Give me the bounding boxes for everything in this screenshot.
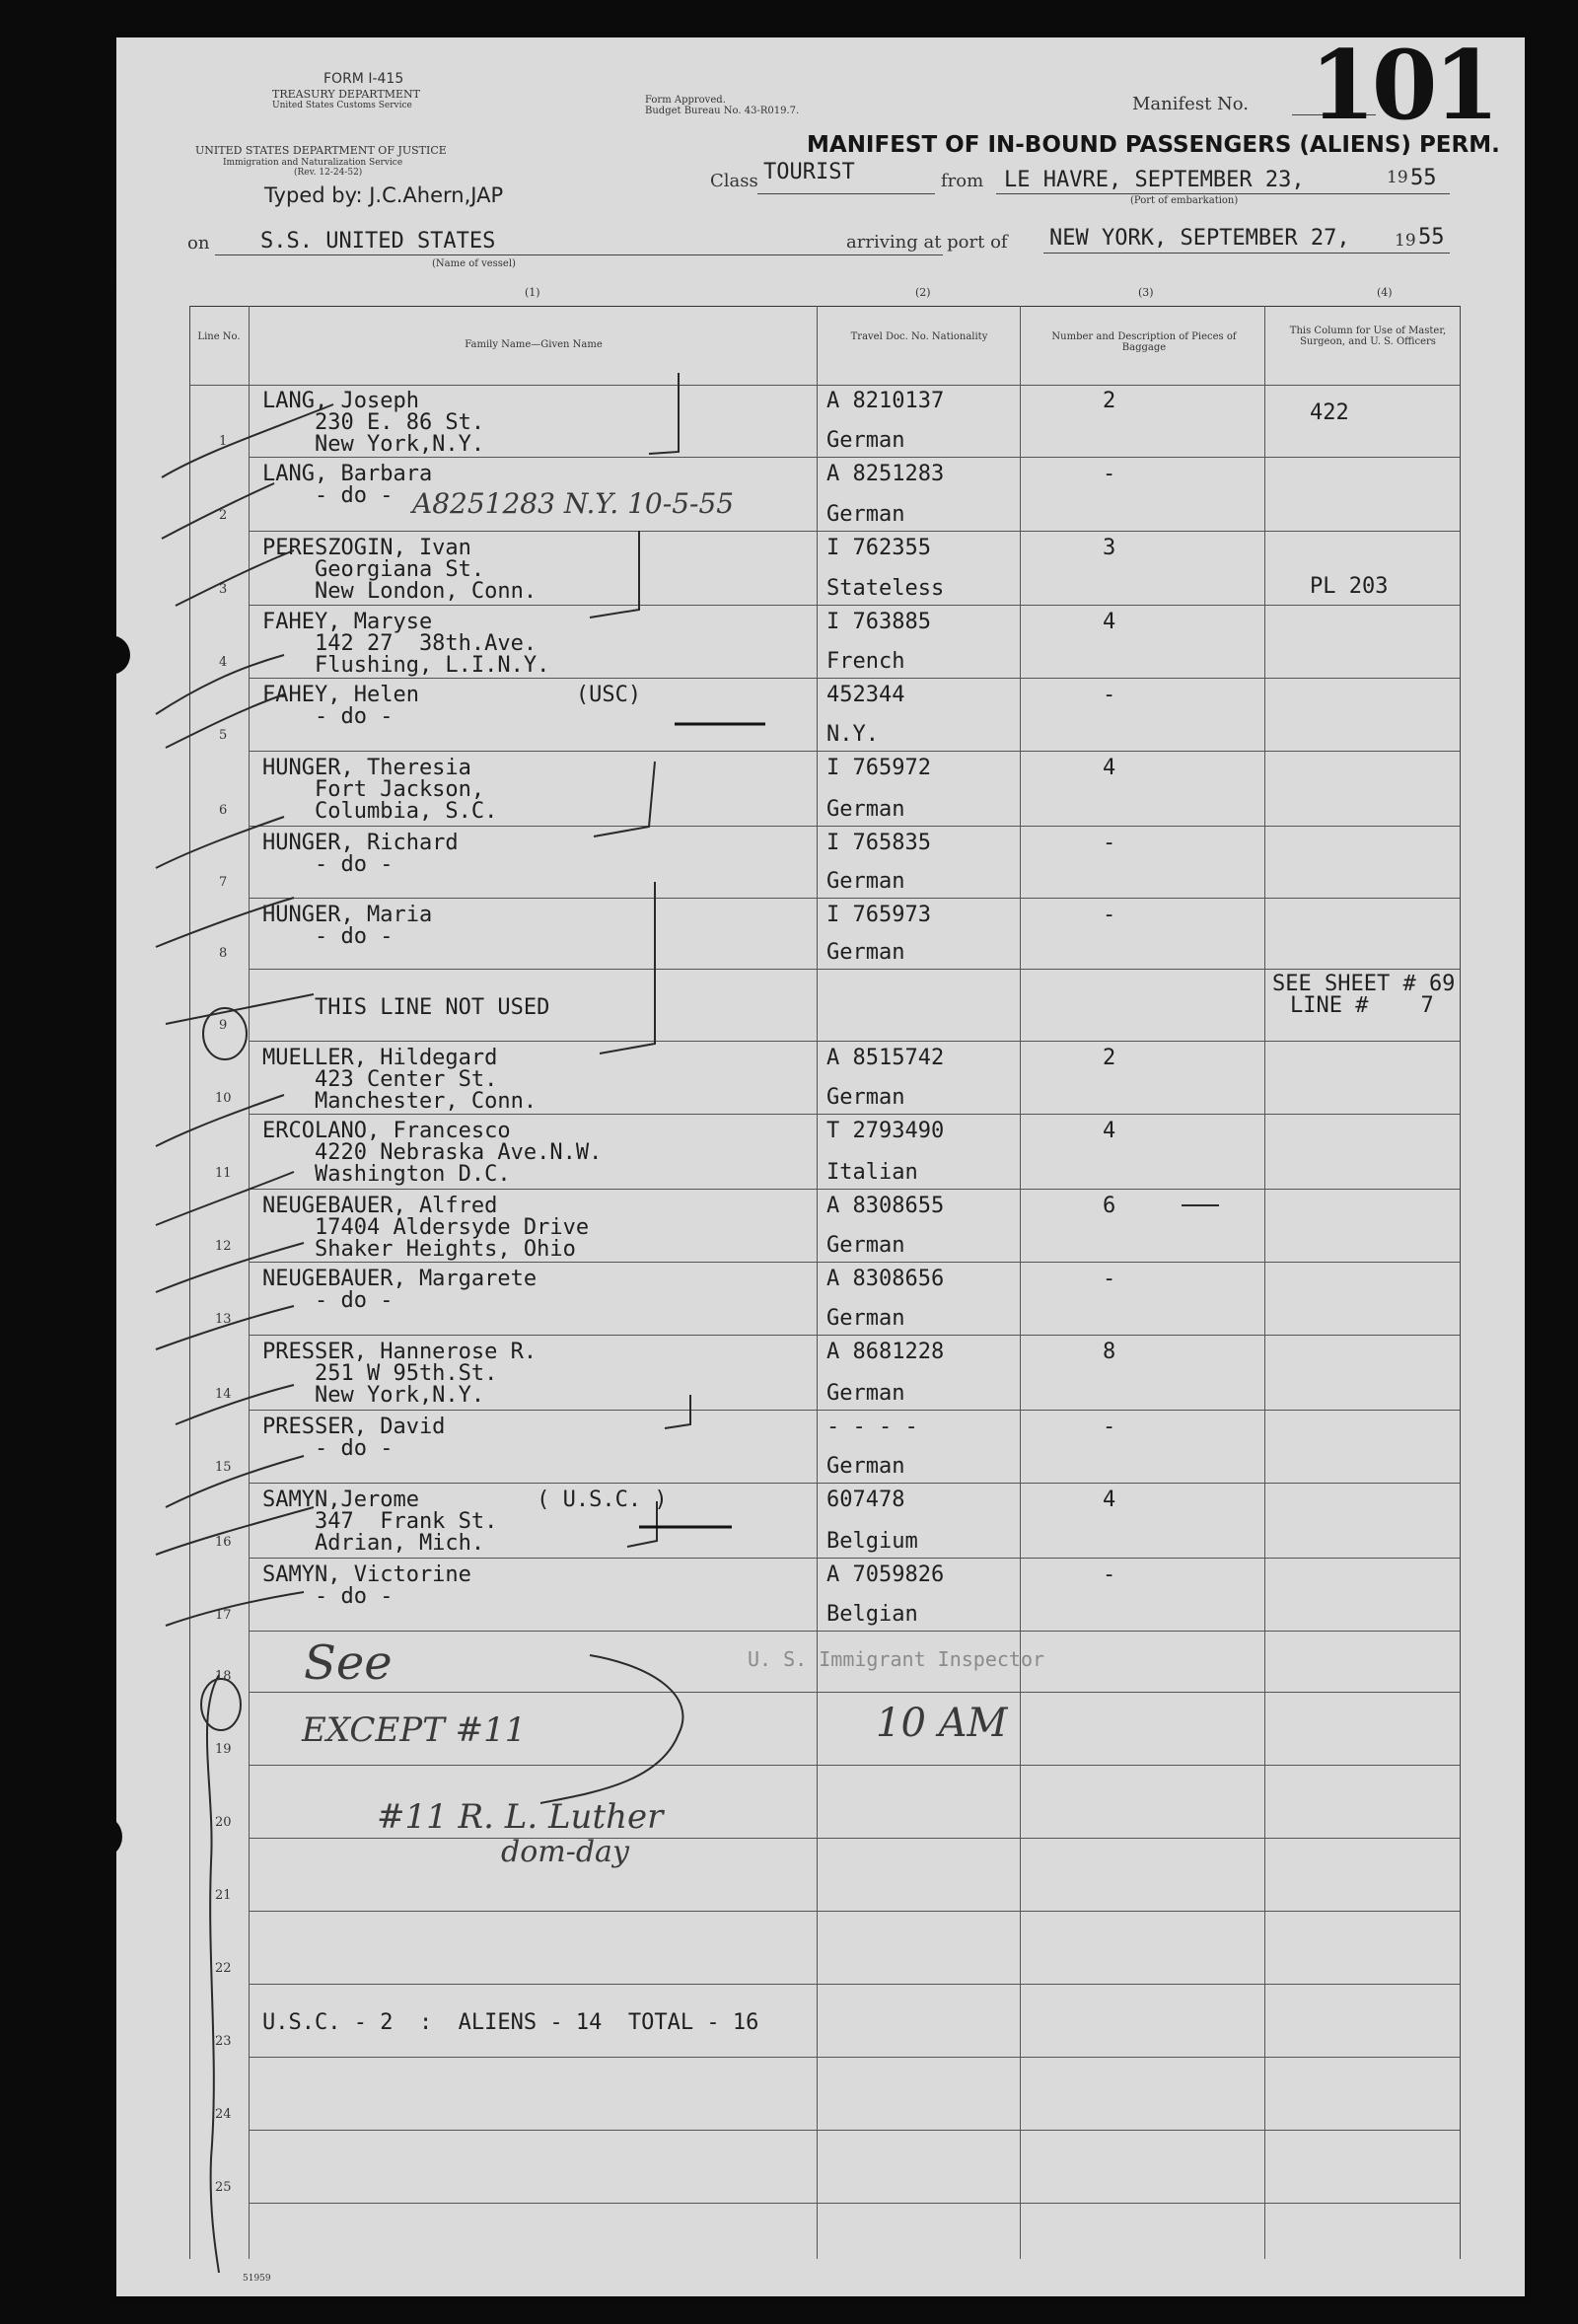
passenger-name: HUNGER, Richard bbox=[262, 831, 459, 855]
baggage-count: - bbox=[1103, 1562, 1116, 1587]
col-head-officers: This Column for Use of Master, Surgeon, and U. S. Officers bbox=[1289, 326, 1447, 347]
passenger-name: NEUGEBAUER, Alfred bbox=[262, 1194, 498, 1218]
typed-by: Typed by: J.C.Ahern,JAP bbox=[264, 183, 504, 207]
line-number: 15 bbox=[215, 1460, 232, 1475]
baggage-count: 4 bbox=[1103, 1488, 1116, 1512]
baggage-count: 2 bbox=[1103, 389, 1116, 413]
passenger-address: - do - bbox=[262, 483, 394, 508]
baggage-count: - bbox=[1103, 831, 1116, 855]
justice-label: UNITED STATES DEPARTMENT OF JUSTICE bbox=[195, 144, 447, 157]
travel-doc-number: A 7059826 bbox=[826, 1562, 945, 1587]
passenger-address: Flushing, L.I.N.Y. bbox=[262, 653, 550, 678]
form-number: FORM I-415 bbox=[323, 71, 404, 87]
nationality: German bbox=[826, 797, 905, 822]
baggage-count: - bbox=[1103, 462, 1116, 486]
table-row bbox=[116, 1115, 1525, 1190]
ins-label: Immigration and Naturalization Service bbox=[223, 158, 403, 168]
passenger-address: Columbia, S.C. bbox=[262, 799, 498, 824]
nationality: German bbox=[826, 1454, 905, 1479]
officer-note: SEE SHEET # 69 bbox=[1272, 972, 1456, 996]
baggage-count: 4 bbox=[1103, 1119, 1116, 1143]
baggage-count: 6 bbox=[1103, 1194, 1116, 1218]
manifest-label: Manifest No. bbox=[1132, 94, 1250, 114]
punch-hole-1 bbox=[37, 163, 101, 210]
table-row bbox=[116, 1042, 1525, 1115]
table-row bbox=[116, 827, 1525, 899]
line-number: 23 bbox=[215, 2034, 232, 2049]
line-number: 1 bbox=[219, 434, 228, 449]
line-number: 12 bbox=[215, 1239, 232, 1254]
travel-doc-number: - - - - bbox=[826, 1415, 918, 1439]
nationality: German bbox=[826, 1306, 905, 1331]
line-number: 10 bbox=[215, 1091, 232, 1106]
baggage-count: 8 bbox=[1103, 1340, 1116, 1364]
travel-doc-number: A 8251283 bbox=[826, 462, 945, 486]
table-row bbox=[116, 606, 1525, 679]
travel-doc-number: 452344 bbox=[826, 683, 905, 707]
passenger-name: LANG, Barbara bbox=[262, 462, 433, 486]
passenger-address: New York,N.Y. bbox=[262, 432, 485, 457]
nationality: Belgian bbox=[826, 1602, 918, 1627]
line-number: 21 bbox=[215, 1888, 232, 1903]
punch-hole-3 bbox=[91, 635, 130, 675]
arriving-value: NEW YORK, SEPTEMBER 27, bbox=[1049, 226, 1350, 251]
passenger-name: ERCOLANO, Francesco bbox=[262, 1119, 511, 1143]
passenger-address: Shaker Heights, Ohio bbox=[262, 1237, 576, 1262]
table-row bbox=[116, 1559, 1525, 1632]
port-embark-note: (Port of embarkation) bbox=[1130, 195, 1239, 206]
nationality: N.Y. bbox=[826, 722, 879, 747]
travel-doc-number: I 763885 bbox=[826, 610, 931, 634]
vessel-name: S.S. UNITED STATES bbox=[260, 229, 496, 254]
nationality: Italian bbox=[826, 1160, 918, 1185]
table-row bbox=[116, 752, 1525, 827]
line-number: 24 bbox=[215, 2107, 232, 2122]
passenger-address: 251 W 95th.St. bbox=[262, 1361, 498, 1386]
passenger-address: 17404 Aldersyde Drive bbox=[262, 1215, 590, 1240]
customs-label: United States Customs Service bbox=[272, 101, 412, 110]
from-year: 55 bbox=[1410, 166, 1437, 190]
from-year-prefix: 19 bbox=[1387, 168, 1408, 187]
treasury-label: TREASURY DEPARTMENT bbox=[272, 88, 420, 101]
line-number: 3 bbox=[219, 582, 228, 597]
table-row bbox=[116, 1190, 1525, 1263]
passenger-address: New London, Conn. bbox=[262, 579, 538, 604]
nationality: German bbox=[826, 502, 905, 527]
inspector-stamp: U. S. Immigrant Inspector bbox=[748, 1647, 1045, 1671]
row-separator bbox=[249, 2203, 1460, 2204]
col-number-2: (2) bbox=[915, 286, 931, 299]
table-row bbox=[116, 1484, 1525, 1559]
line-number: 19 bbox=[215, 1742, 232, 1757]
passenger-address: 4220 Nebraska Ave.N.W. bbox=[262, 1140, 603, 1165]
nationality: French bbox=[826, 649, 905, 674]
punch-hole-6 bbox=[63, 1963, 112, 1998]
vessel-note: (Name of vessel) bbox=[432, 258, 516, 269]
table-row bbox=[116, 458, 1525, 532]
punch-hole-2 bbox=[77, 256, 116, 296]
manifest-title: MANIFEST OF IN-BOUND PASSENGERS (ALIENS) PERM. bbox=[807, 132, 1500, 158]
baggage-count: - bbox=[1103, 1267, 1116, 1291]
passenger-address: 423 Center St. bbox=[262, 1067, 498, 1092]
officer-note-line: LINE # 7 bbox=[1290, 993, 1434, 1018]
travel-doc-number: A 8210137 bbox=[826, 389, 945, 413]
punch-hole-4 bbox=[71, 1152, 114, 1196]
punch-hole-5 bbox=[79, 1815, 122, 1858]
line-number: 16 bbox=[215, 1535, 232, 1550]
travel-doc-number: A 8308656 bbox=[826, 1267, 945, 1291]
passenger-address: Washington D.C. bbox=[262, 1162, 511, 1187]
arriving-year: 55 bbox=[1418, 225, 1445, 250]
travel-doc-number: A 8515742 bbox=[826, 1046, 945, 1070]
handwritten-signature-2: dom-day bbox=[501, 1835, 629, 1869]
line-number: 20 bbox=[215, 1815, 232, 1830]
passenger-name: FAHEY, Helen (USC) bbox=[262, 683, 642, 707]
col-head-name: Family Name—Given Name bbox=[465, 339, 603, 350]
class-value: TOURIST bbox=[763, 160, 855, 184]
nationality: German bbox=[826, 1233, 905, 1258]
baggage-count: 4 bbox=[1103, 610, 1116, 634]
col-number-4: (4) bbox=[1377, 286, 1393, 299]
passenger-address: 347 Frank St. bbox=[262, 1509, 498, 1534]
travel-doc-number: A 8681228 bbox=[826, 1340, 945, 1364]
vessel-underline bbox=[215, 254, 943, 255]
col-number-1: (1) bbox=[525, 286, 540, 299]
table-row bbox=[116, 1766, 1525, 1839]
table-row bbox=[116, 970, 1525, 1042]
nationality: German bbox=[826, 869, 905, 894]
officer-note: 422 bbox=[1310, 400, 1349, 425]
form-approved: Form Approved. bbox=[645, 95, 726, 106]
passenger-address: THIS LINE NOT USED bbox=[262, 995, 550, 1020]
passenger-name: SAMYN, Victorine bbox=[262, 1562, 471, 1587]
table-row bbox=[116, 1263, 1525, 1336]
passenger-name: HUNGER, Theresia bbox=[262, 756, 471, 780]
from-underline bbox=[996, 193, 1450, 194]
nationality: Belgium bbox=[826, 1529, 918, 1554]
line-number: 6 bbox=[219, 803, 228, 818]
line-number: 4 bbox=[219, 655, 228, 670]
travel-doc-number: I 765973 bbox=[826, 903, 931, 927]
print-code: 51959 bbox=[243, 2274, 271, 2284]
table-row bbox=[116, 385, 1525, 458]
passenger-address: Adrian, Mich. bbox=[262, 1531, 485, 1556]
on-label: on bbox=[187, 233, 210, 254]
passenger-name: PRESSER, Hannerose R. bbox=[262, 1340, 538, 1364]
travel-doc-number: 607478 bbox=[826, 1488, 905, 1512]
travel-doc-number: I 765972 bbox=[826, 756, 931, 780]
arriving-year-prefix: 19 bbox=[1395, 231, 1416, 251]
line-number: 17 bbox=[215, 1608, 232, 1623]
passenger-address: U.S.C. - 2 : ALIENS - 14 TOTAL - 16 bbox=[262, 2010, 759, 2035]
line-number: 18 bbox=[215, 1669, 232, 1684]
passenger-name: PERESZOGIN, Ivan bbox=[262, 536, 471, 560]
table-row bbox=[116, 1912, 1525, 1985]
arriving-underline bbox=[1043, 253, 1450, 254]
handwritten-time: 10 AM bbox=[876, 1701, 1008, 1746]
line-number: 8 bbox=[219, 946, 228, 961]
table-row bbox=[116, 2058, 1525, 2131]
passenger-address: 142 27 38th.Ave. bbox=[262, 631, 538, 656]
passenger-name: SAMYN,Jerome ( U.S.C. ) bbox=[262, 1488, 668, 1512]
arriving-label: arriving at port of bbox=[846, 232, 1008, 253]
class-underline bbox=[757, 193, 935, 194]
travel-doc-number: I 765835 bbox=[826, 831, 931, 855]
baggage-count: - bbox=[1103, 683, 1116, 707]
passenger-address: New York,N.Y. bbox=[262, 1383, 485, 1408]
class-label: Class bbox=[710, 171, 758, 191]
table-row bbox=[116, 532, 1525, 606]
passenger-address: - do - bbox=[262, 704, 394, 729]
officer-note: PL 203 bbox=[1310, 574, 1389, 599]
passenger-name: HUNGER, Maria bbox=[262, 903, 433, 927]
handwritten-signature: #11 R. L. Luther bbox=[377, 1797, 664, 1837]
line-number: 14 bbox=[215, 1387, 232, 1402]
baggage-count: - bbox=[1103, 1415, 1116, 1439]
handwritten-line2-note: A8251283 N.Y. 10-5-55 bbox=[412, 487, 735, 520]
baggage-count: 2 bbox=[1103, 1046, 1116, 1070]
nationality: German bbox=[826, 940, 905, 965]
baggage-count: 3 bbox=[1103, 536, 1116, 560]
passenger-address: Georgiana St. bbox=[262, 557, 485, 582]
from-label: from bbox=[941, 171, 984, 191]
line-number: 9 bbox=[219, 1018, 228, 1033]
table-row bbox=[116, 1839, 1525, 1912]
table-row bbox=[116, 1336, 1525, 1411]
passenger-address: Fort Jackson, bbox=[262, 777, 485, 802]
travel-doc-number: T 2793490 bbox=[826, 1119, 945, 1143]
passenger-address: Manchester, Conn. bbox=[262, 1089, 538, 1114]
col-head-baggage: Number and Description of Pieces of Baggage bbox=[1051, 331, 1237, 353]
line-number: 11 bbox=[215, 1166, 232, 1181]
rev-label: (Rev. 12-24-52) bbox=[294, 168, 363, 178]
baggage-count: - bbox=[1103, 903, 1116, 927]
table-row bbox=[116, 679, 1525, 752]
passenger-address: 230 E. 86 St. bbox=[262, 410, 485, 435]
manifest-number: 101 bbox=[1310, 30, 1496, 141]
line-number: 22 bbox=[215, 1961, 232, 1976]
col-head-line: Line No. bbox=[197, 331, 241, 342]
travel-doc-number: A 8308655 bbox=[826, 1194, 945, 1218]
travel-doc-number: I 762355 bbox=[826, 536, 931, 560]
passenger-name: PRESSER, David bbox=[262, 1415, 446, 1439]
table-row bbox=[116, 2131, 1525, 2204]
line-number: 2 bbox=[219, 508, 228, 523]
passenger-address: - do - bbox=[262, 1288, 394, 1313]
passenger-name: LANG, Joseph bbox=[262, 389, 419, 413]
manifest-sheet bbox=[116, 30, 1525, 2296]
passenger-address: - do - bbox=[262, 852, 394, 877]
passenger-address: - do - bbox=[262, 924, 394, 949]
table-top-border bbox=[189, 306, 1460, 307]
baggage-count: 4 bbox=[1103, 756, 1116, 780]
budget-bureau: Budget Bureau No. 43-R019.7. bbox=[645, 106, 800, 116]
table-row bbox=[116, 899, 1525, 970]
passenger-name: MUELLER, Hildegard bbox=[262, 1046, 498, 1070]
line-number: 7 bbox=[219, 875, 228, 890]
passenger-address: - do - bbox=[262, 1584, 394, 1609]
line-number: 25 bbox=[215, 2180, 232, 2195]
table-row bbox=[116, 1985, 1525, 2058]
nationality: German bbox=[826, 1085, 905, 1110]
table-row bbox=[116, 1411, 1525, 1484]
nationality: German bbox=[826, 428, 905, 453]
col-head-doc: Travel Doc. No. Nationality bbox=[850, 331, 988, 342]
passenger-name: NEUGEBAUER, Margarete bbox=[262, 1267, 538, 1291]
nationality: Stateless bbox=[826, 576, 945, 601]
from-value: LE HAVRE, SEPTEMBER 23, bbox=[1004, 168, 1305, 192]
col-number-3: (3) bbox=[1138, 286, 1154, 299]
passenger-name: FAHEY, Maryse bbox=[262, 610, 433, 634]
nationality: German bbox=[826, 1381, 905, 1406]
passenger-address: - do - bbox=[262, 1436, 394, 1461]
handwritten-except: EXCEPT #11 bbox=[302, 1710, 527, 1750]
line-number: 13 bbox=[215, 1312, 232, 1327]
line-number: 5 bbox=[219, 728, 228, 743]
handwritten-see: See bbox=[304, 1635, 393, 1691]
